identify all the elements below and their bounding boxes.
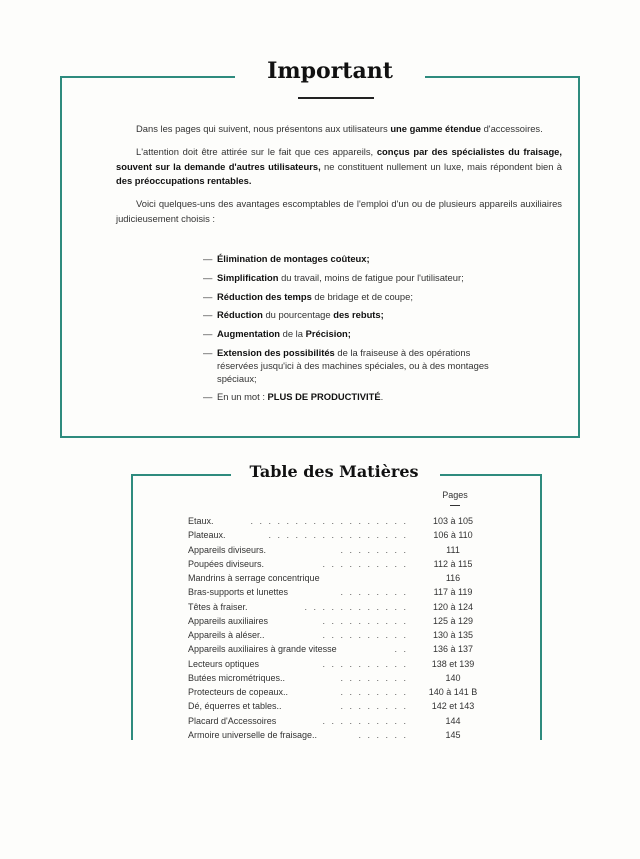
toc-title: Table des Matières (249, 462, 419, 481)
advantage-segment: de bridage et de coupe; (311, 290, 413, 302)
toc-page-number: 130 à 135 (432, 630, 474, 640)
frame-top-left (60, 76, 235, 78)
advantage-segment: Précision; (305, 328, 351, 340)
toc-page-number: 125 à 129 (432, 615, 474, 626)
advantage-segment: de la fraiseuse à des opérations réservées jusqu'ici à des machines spéciales, ou à des montages spéciaux; (217, 346, 489, 384)
dash-bullet: — (203, 290, 213, 302)
toc-label: Etaux. (188, 516, 214, 526)
toc-leader-dots: . . . . . . . . (340, 587, 408, 598)
toc-leader-dots: . . . . . . . . (340, 544, 408, 555)
toc-row (188, 600, 488, 614)
toc-page-number: 117 à 119 (433, 587, 473, 598)
toc-leader-dots: . . . . . . . . . . (322, 658, 408, 669)
intro-paragraph-1 (116, 122, 562, 137)
toc-label: Plateaux. (188, 530, 226, 541)
toc-page-number: 111 (446, 544, 460, 555)
advantage-segment: En un mot : (217, 391, 268, 403)
advantage-segment: du pourcentage (262, 309, 334, 321)
advantage-item (203, 291, 493, 304)
toc-label: Appareils auxiliaires à grande vitesse (188, 644, 337, 655)
toc-label: Protecteurs de copeaux.. (188, 687, 289, 697)
advantage-item (203, 272, 493, 285)
toc-leader-dots: . . . . . . . . . . . . . . . . . . (250, 516, 408, 526)
pages-header-dash (450, 505, 460, 506)
toc-label: Lecteurs optiques (188, 658, 260, 669)
advantages-list (203, 253, 493, 410)
title-underline (298, 97, 374, 99)
intro-paragraph-2 (116, 145, 562, 189)
dash-bullet: — (203, 271, 213, 283)
advantage-item (203, 391, 493, 404)
dash-bullet: — (203, 328, 213, 340)
toc-leader-dots: . . . . . . . . . . (322, 558, 408, 569)
toc-row (188, 585, 488, 599)
frame-bottom (60, 436, 580, 438)
toc-leader-dots: . . . . . . . . . . . . . . . . (268, 530, 408, 541)
toc-leader-dots: . . . . . . . . . . (322, 630, 408, 640)
toc-row (188, 557, 488, 571)
advantage-segment: de la (280, 328, 306, 340)
advantage-item (203, 253, 493, 266)
toc-page-number: 103 à 105 (432, 516, 474, 526)
toc-label: Mandrins à serrage concentrique (188, 573, 320, 583)
frame-left (60, 76, 62, 438)
intro-paragraph-3 (116, 197, 562, 227)
dash-bullet: — (203, 253, 213, 264)
page-title: Important (267, 58, 393, 84)
toc-page-number: 142 et 143 (431, 701, 475, 712)
intro-paragraph-2-segment: ne constituent nullement un luxe, mais répondent bien à (320, 160, 562, 172)
toc-row (188, 685, 488, 699)
intro-paragraph-2-segment: L'attention doit être attirée sur le fait que ces appareils, (136, 145, 377, 157)
toc-row (188, 614, 488, 628)
frame-right (578, 76, 580, 438)
toc-row (188, 528, 488, 542)
pages-header: Pages (442, 490, 468, 500)
advantage-segment: des rebuts; (333, 309, 384, 321)
toc-row (188, 671, 488, 685)
intro-paragraph-2-segment: conçus par des spécialistes du fraisage, souvent sur la demande d'autres utilisateurs, (116, 145, 562, 172)
toc-leader-dots: . . . . . . (358, 729, 408, 740)
toc-row (188, 714, 488, 728)
toc-frame-top-left (131, 474, 231, 476)
toc-row (188, 514, 488, 528)
dash-bullet: — (203, 391, 213, 403)
advantage-segment: du travail, moins de fatigue pour l'utilisateur; (278, 271, 464, 283)
toc-label: Appareils auxiliaires (188, 615, 269, 626)
toc-page-number: 106 à 110 (433, 530, 473, 541)
toc-page-number: 140 (445, 672, 461, 683)
toc-frame-right (540, 474, 542, 740)
toc-label: Têtes à fraiser. (188, 601, 248, 612)
toc-leader-dots: . . . . . . . . . . . . (304, 601, 408, 612)
advantage-item (203, 347, 493, 385)
toc-page-number: 138 et 139 (431, 658, 475, 669)
intro-paragraph-2-segment: des préoccupations rentables. (116, 175, 252, 187)
toc-row (188, 642, 488, 656)
intro-paragraph-3-segment: Voici quelques-uns des avantages escomptables de l'emploi d'un ou de plusieurs appareils auxiliaires judicieusement choisis : (116, 198, 562, 224)
advantage-segment: Réduction des temps (217, 290, 312, 302)
advantage-segment: Simplification (217, 271, 279, 283)
toc-page-number: 140 à 141 B (428, 687, 478, 697)
toc-row (188, 571, 488, 585)
toc-label: Placard d'Accessoires (188, 715, 277, 726)
intro-paragraph-1-segment: Dans les pages qui suivent, nous présentons aux utilisateurs (136, 123, 391, 134)
toc-page-number: 136 à 137 (432, 644, 474, 655)
toc-label: Bras-supports et lunettes (188, 587, 289, 598)
toc-label: Appareils à aléser.. (188, 630, 265, 640)
advantage-segment: Élimination de montages coûteux; (217, 253, 370, 264)
toc-row (188, 728, 488, 742)
advantage-segment: Augmentation (217, 328, 281, 340)
toc-leader-dots: . . . . . . . . . . (322, 715, 408, 726)
toc-frame-left (131, 474, 133, 740)
toc-label: Dé, équerres et tables.. (188, 701, 282, 712)
advantage-segment: Extension des possibilités (217, 346, 335, 358)
intro-text (116, 122, 562, 235)
advantage-segment: Réduction (217, 309, 263, 321)
toc-page-number: 144 (445, 715, 461, 726)
toc-leader-dots: . . . . . . . . (340, 701, 408, 712)
toc-leader-dots: . . . . . . . . . . (322, 615, 408, 626)
toc-frame-top-right (440, 474, 542, 476)
toc-page-number: 112 à 115 (433, 558, 473, 569)
toc-page-number: 145 (445, 729, 461, 740)
toc-leader-dots: . . (394, 644, 408, 655)
toc-row (188, 657, 488, 671)
toc-leader-dots: . . . . . . . . (340, 687, 408, 697)
toc-label: Appareils diviseurs. (188, 544, 267, 555)
toc-leader-dots: . . . . . . . . (340, 672, 408, 683)
toc-page-number: 116 (445, 573, 461, 583)
toc-table (188, 514, 488, 742)
intro-paragraph-1-segment: une gamme étendue (390, 123, 481, 134)
advantage-segment: . (380, 391, 384, 403)
toc-row (188, 543, 488, 557)
advantage-item (203, 328, 493, 341)
advantage-item (203, 309, 493, 322)
dash-bullet: — (203, 309, 213, 321)
toc-label: Armoire universelle de fraisage.. (188, 729, 318, 740)
dash-bullet: — (203, 346, 213, 358)
frame-top-right (425, 76, 580, 78)
toc-label: Poupées diviseurs. (188, 558, 265, 569)
intro-paragraph-1-segment: d'accessoires. (480, 123, 543, 134)
toc-label: Butées micrométriques.. (188, 672, 286, 683)
toc-row (188, 628, 488, 642)
toc-row (188, 699, 488, 713)
toc-page-number: 120 à 124 (432, 601, 474, 612)
advantage-segment: PLUS DE PRODUCTIVITÉ (267, 391, 381, 403)
